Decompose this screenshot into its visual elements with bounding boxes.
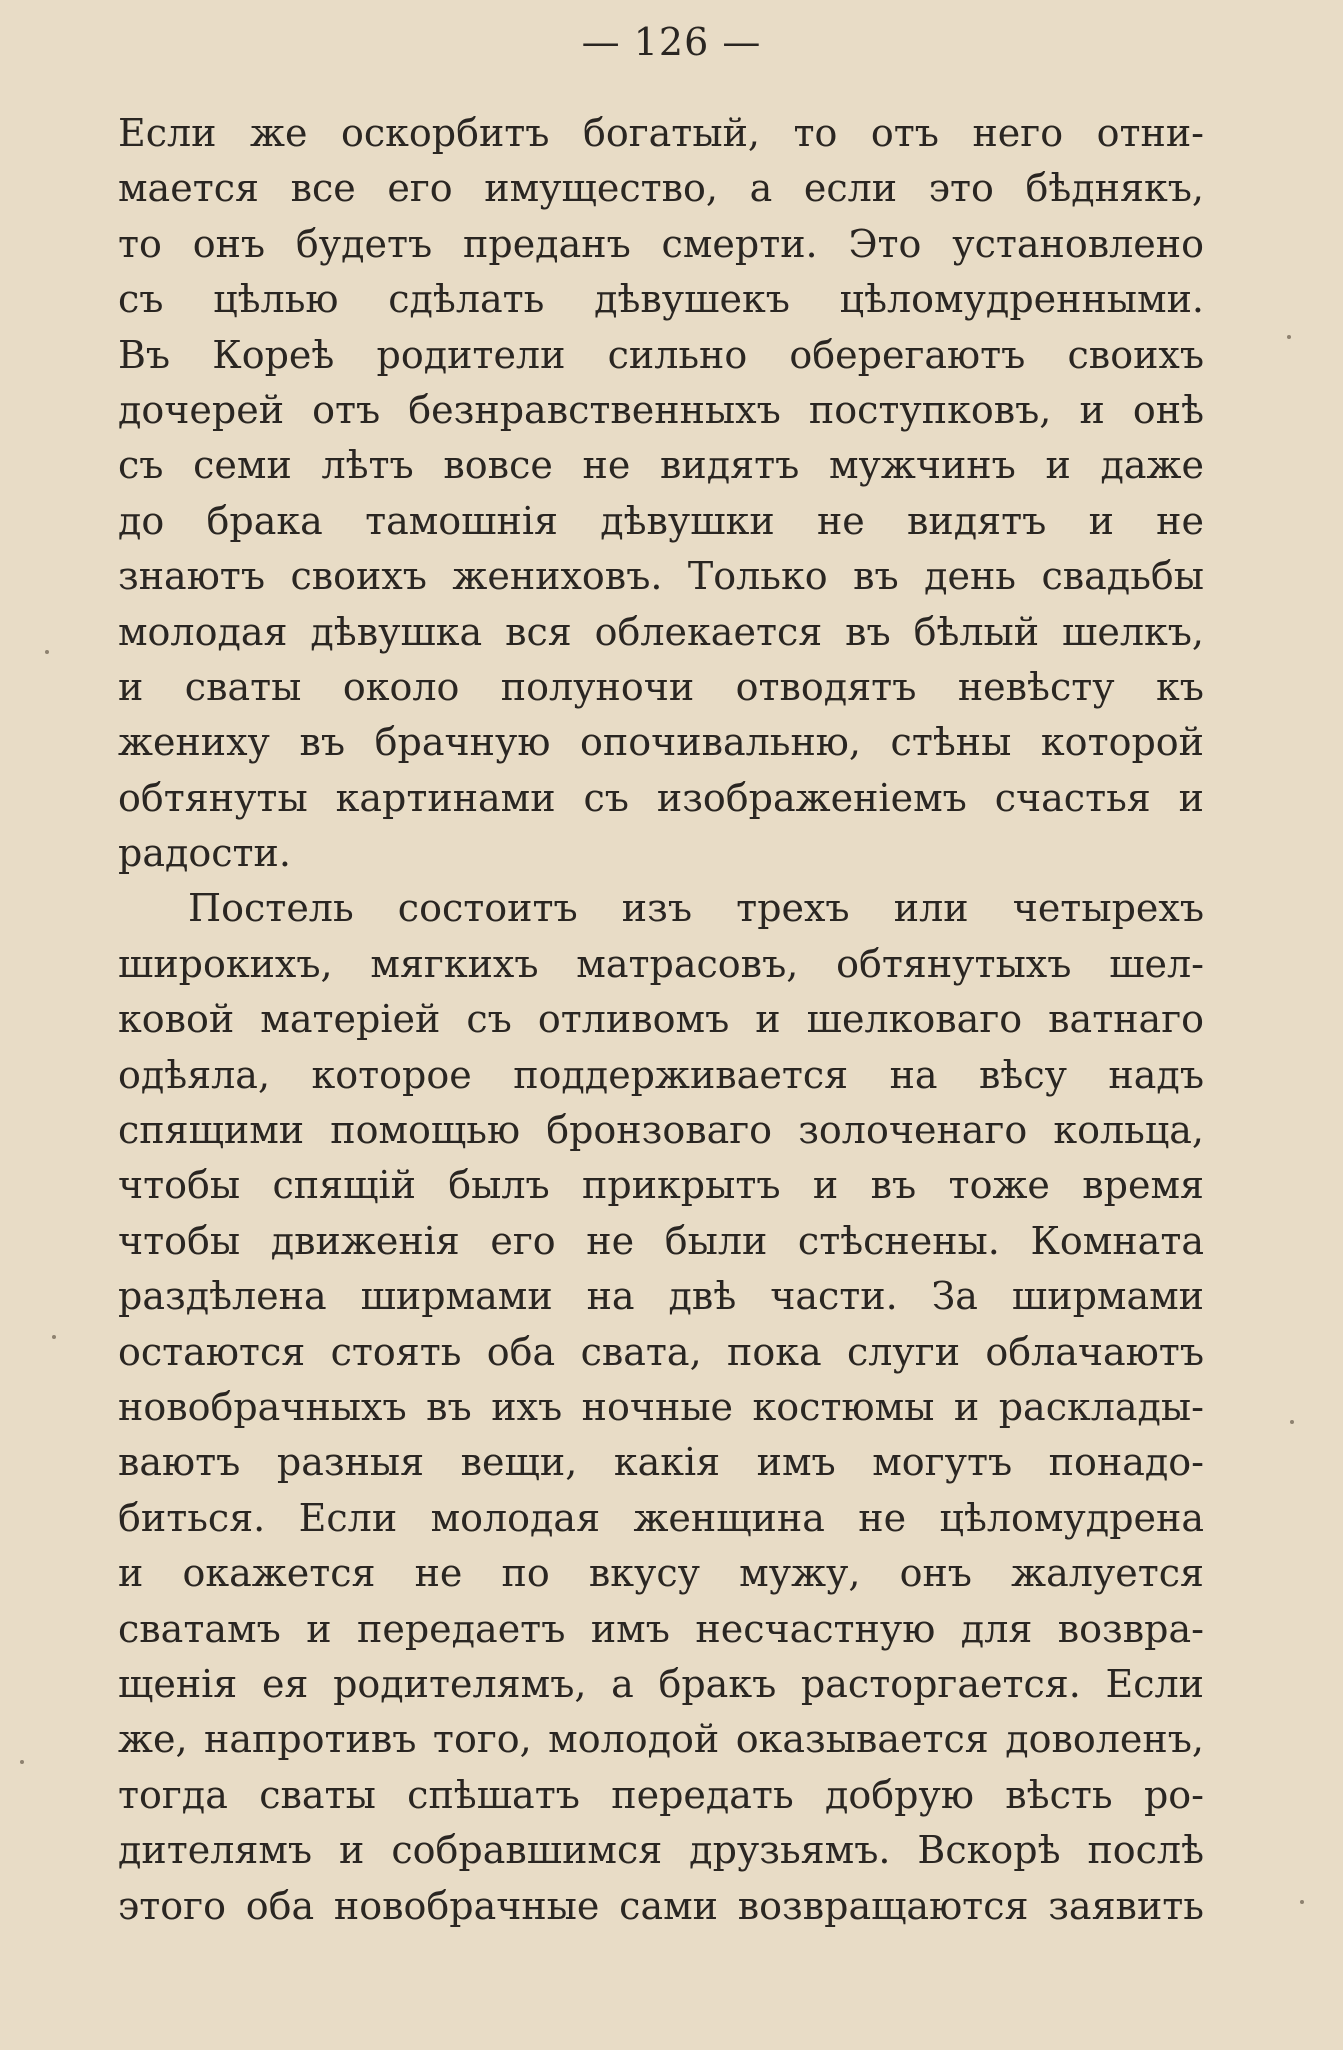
text-line: широкихъ, мягкихъ матрасовъ, обтянутыхъ шел- (118, 941, 1204, 986)
text-line: же, напротивъ того, молодой оказывается доволенъ, (118, 1717, 1204, 1762)
paper-speck (20, 1760, 24, 1764)
text-line: сватамъ и передаетъ имъ несчастную для возвра- (118, 1606, 1204, 1651)
text-line: ковой матеріей съ отливомъ и шелковаго ватнаго (118, 997, 1204, 1042)
text-line: и окажется не по вкусу мужу, онъ жалуется (118, 1551, 1204, 1596)
text-line: молодая дѣвушка вся облекается въ бѣлый шелкъ, (118, 609, 1204, 654)
page-number: — 126 — (581, 20, 762, 64)
text-line: радости. (118, 831, 291, 876)
text-line: биться. Если молодая женщина не цѣломудрена (118, 1495, 1204, 1540)
paper-speck (1290, 1420, 1294, 1424)
paper-speck (52, 1335, 56, 1339)
text-line: съ цѣлью сдѣлать дѣвушекъ цѣломудренными. (118, 277, 1204, 322)
text-line: новобрачныхъ въ ихъ ночные костюмы и расклады- (118, 1384, 1204, 1429)
text-line: дочерей отъ безнравственныхъ поступковъ, и онѣ (118, 387, 1204, 432)
text-line: Постель состоитъ изъ трехъ или четырехъ (188, 886, 1204, 931)
text-line: то онъ будетъ преданъ смерти. Это установлено (118, 221, 1204, 266)
text-line: жениху въ брачную опочивальню, стѣны которой (118, 720, 1204, 765)
paper-speck (1287, 335, 1291, 339)
text-line: ваютъ разныя вещи, какія имъ могутъ понадо- (118, 1440, 1204, 1485)
text-line: раздѣлена ширмами на двѣ части. За ширмами (118, 1274, 1204, 1319)
text-line: до брака тамошнія дѣвушки не видятъ и не (118, 498, 1204, 543)
text-line: знаютъ своихъ жениховъ. Только въ день свадьбы (118, 554, 1204, 599)
text-line: съ семи лѣтъ вовсе не видятъ мужчинъ и даже (118, 443, 1204, 488)
text-line: этого оба новобрачные сами возвращаются заявить (118, 1883, 1204, 1928)
text-line: щенія ея родителямъ, а бракъ расторгается. Если (118, 1661, 1204, 1706)
text-line: чтобы спящій былъ прикрытъ и въ тоже время (118, 1163, 1204, 1208)
text-line: обтянуты картинами съ изображеніемъ счастья и (118, 775, 1204, 820)
text-line: мается все его имущество, а если это бѣднякъ, (118, 166, 1204, 211)
paper-speck (1300, 1900, 1304, 1904)
text-line: чтобы движенія его не были стѣснены. Комната (118, 1218, 1204, 1263)
text-line: дителямъ и собравшимся друзьямъ. Вскорѣ послѣ (118, 1828, 1204, 1873)
text-line: остаются стоять оба свата, пока слуги облачаютъ (118, 1329, 1204, 1374)
text-line: тогда сваты спѣшатъ передать добрую вѣсть ро- (118, 1772, 1204, 1817)
text-line: одѣяла, которое поддерживается на вѣсу надъ (118, 1052, 1204, 1097)
text-line: Въ Кореѣ родители сильно оберегаютъ своихъ (118, 332, 1204, 377)
body-text (118, 106, 1204, 1934)
text-line: и сваты около полуночи отводятъ невѣсту къ (118, 664, 1204, 709)
text-line: Если же оскорбитъ богатый, то отъ него отни- (118, 111, 1204, 155)
paper-speck (45, 650, 49, 654)
text-line: спящими помощью бронзоваго золоченаго кольца, (118, 1108, 1204, 1153)
